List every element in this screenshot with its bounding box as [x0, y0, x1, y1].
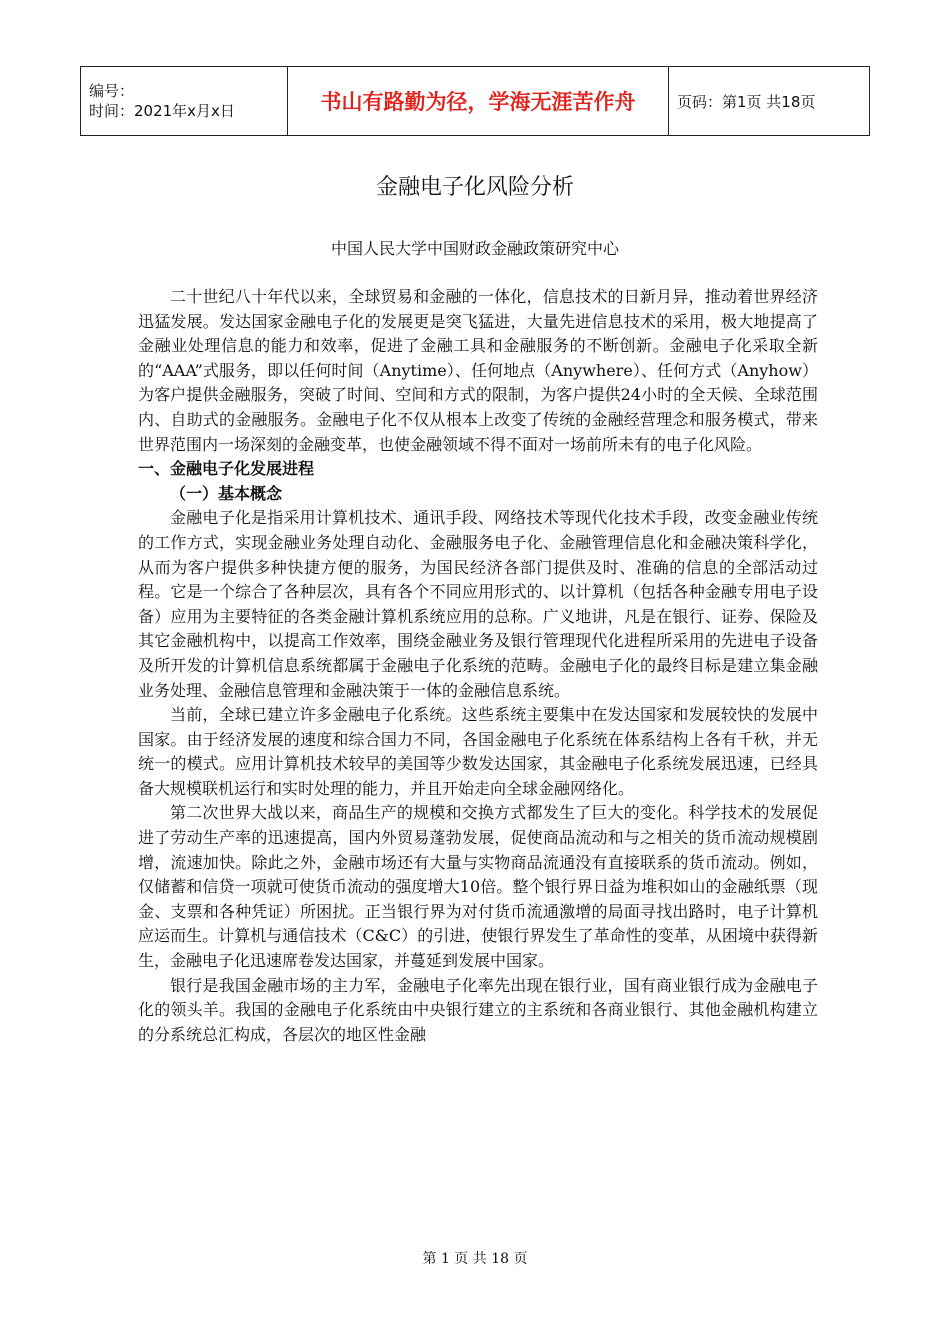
paragraph: 当前，全球已建立许多金融电子化系统。这些系统主要集中在发达国家和发展较快的发展中国家。由于经济发展的速度和综合国力不同，各国金融电子化系统在体系结构上各有千秋，并无统一的模式。应用计算机技术较早的美国等少数发达国家，其金融电子化系统发展迅速，已经具备大规模联机运行和实时处理的能力，并且开始走向全球金融网络化。 [138, 705, 818, 798]
document-title: 金融电子化风险分析 [375, 175, 574, 200]
header-left-cell [81, 67, 288, 136]
header-table [80, 66, 870, 136]
paragraph: 第二次世界大战以来，商品生产的规模和交换方式都发生了巨大的变化。科学技术的发展促进了劳动生产率的迅速提高，国内外贸易蓬勃发展，促使商品流动和与之相关的货币流动规模剧增，流速加快。除此之外，金融市场还有大量与实物商品流通没有直接联系的货币流动。例如，仅储蓄和信贷一项就可使货币流动的强度增大10倍。整个银行界日益为堆积如山的金融纸票（现金、支票和各种凭证）所困扰。正当银行界为对付货币流通激增的局面寻找出路时，电子计算机应运而生。计算机与通信技术（C&C）的引进，使银行界发生了革命性的变革，从困境中获得新生，金融电子化迅速席卷发达国家，并蔓延到发展中国家。 [138, 803, 818, 971]
page-footer: 第 1 页 共 18 页 [422, 1251, 528, 1267]
document-number-label: 编号： [89, 82, 135, 100]
document-body [138, 285, 818, 1047]
paragraph: 银行是我国金融市场的主力军，金融电子化率先出现在银行业，国有商业银行成为金融电子化的领头羊。我国的金融电子化系统由中央银行建立的主系统和各商业银行、其他金融机构建立的分系统总汇构成，各层次的地区性金融 [138, 975, 818, 1044]
document-time-label: 时间：2021年x月x日 [89, 102, 235, 120]
subsection-heading: （一）基本概念 [170, 483, 283, 503]
header-motto: 书山有路勤为径，学海无涯苦作舟 [288, 67, 669, 136]
paragraph: 二十世纪八十年代以来，全球贸易和金融的一体化，信息技术的日新月异，推动着世界经济迅猛发展。发达国家金融电子化的发展更是突飞猛进，大量先进信息技术的采用，极大地提高了金融业处理信息的能力和效率，促进了金融工具和金融服务的不断创新。金融电子化采取全新的“AAA”式服务，即以任何时间（Anytime）、任何地点（Anywhere）、任何方式（Anyhow）为客户提供金融服务，突破了时间、空间和方式的限制，为客户提供24小时的全天候、全球范围内、自助式的金融服务。金融电子化不仅从根本上改变了传统的金融经营理念和服务模式，带来世界范围内一场深刻的金融变革，也使金融领域不得不面对一场前所未有的电子化风险。 [138, 287, 818, 454]
document-author: 中国人民大学中国财政金融政策研究中心 [330, 239, 619, 258]
paragraph: 金融电子化是指采用计算机技术、通讯手段、网络技术等现代化技术手段，改变金融业传统的工作方式，实现金融业务处理自动化、金融服务电子化、金融管理信息化和金融决策科学化，从而为客户提供多种快捷方便的服务，为国民经济各部门提供及时、准确的信息的全部活动过程。它是一个综合了各种层次，具有各个不同应用形式的、以计算机（包括各种金融专用电子设备）应用为主要特征的各类金融计算机系统应用的总称。广义地讲，凡是在银行、证券、保险及其它金融机构中，以提高工作效率，围绕金融业务及银行管理现代化进程所采用的先进电子设备及所开发的计算机信息系统都属于金融电子化系统的范畴。金融电子化的最终目标是建立集金融业务处理、金融信息管理和金融决策于一体的金融信息系统。 [138, 508, 818, 700]
section-heading: 一、金融电子化发展进程 [138, 459, 315, 479]
header-page-info: 页码：第1页 共18页 [669, 67, 870, 136]
